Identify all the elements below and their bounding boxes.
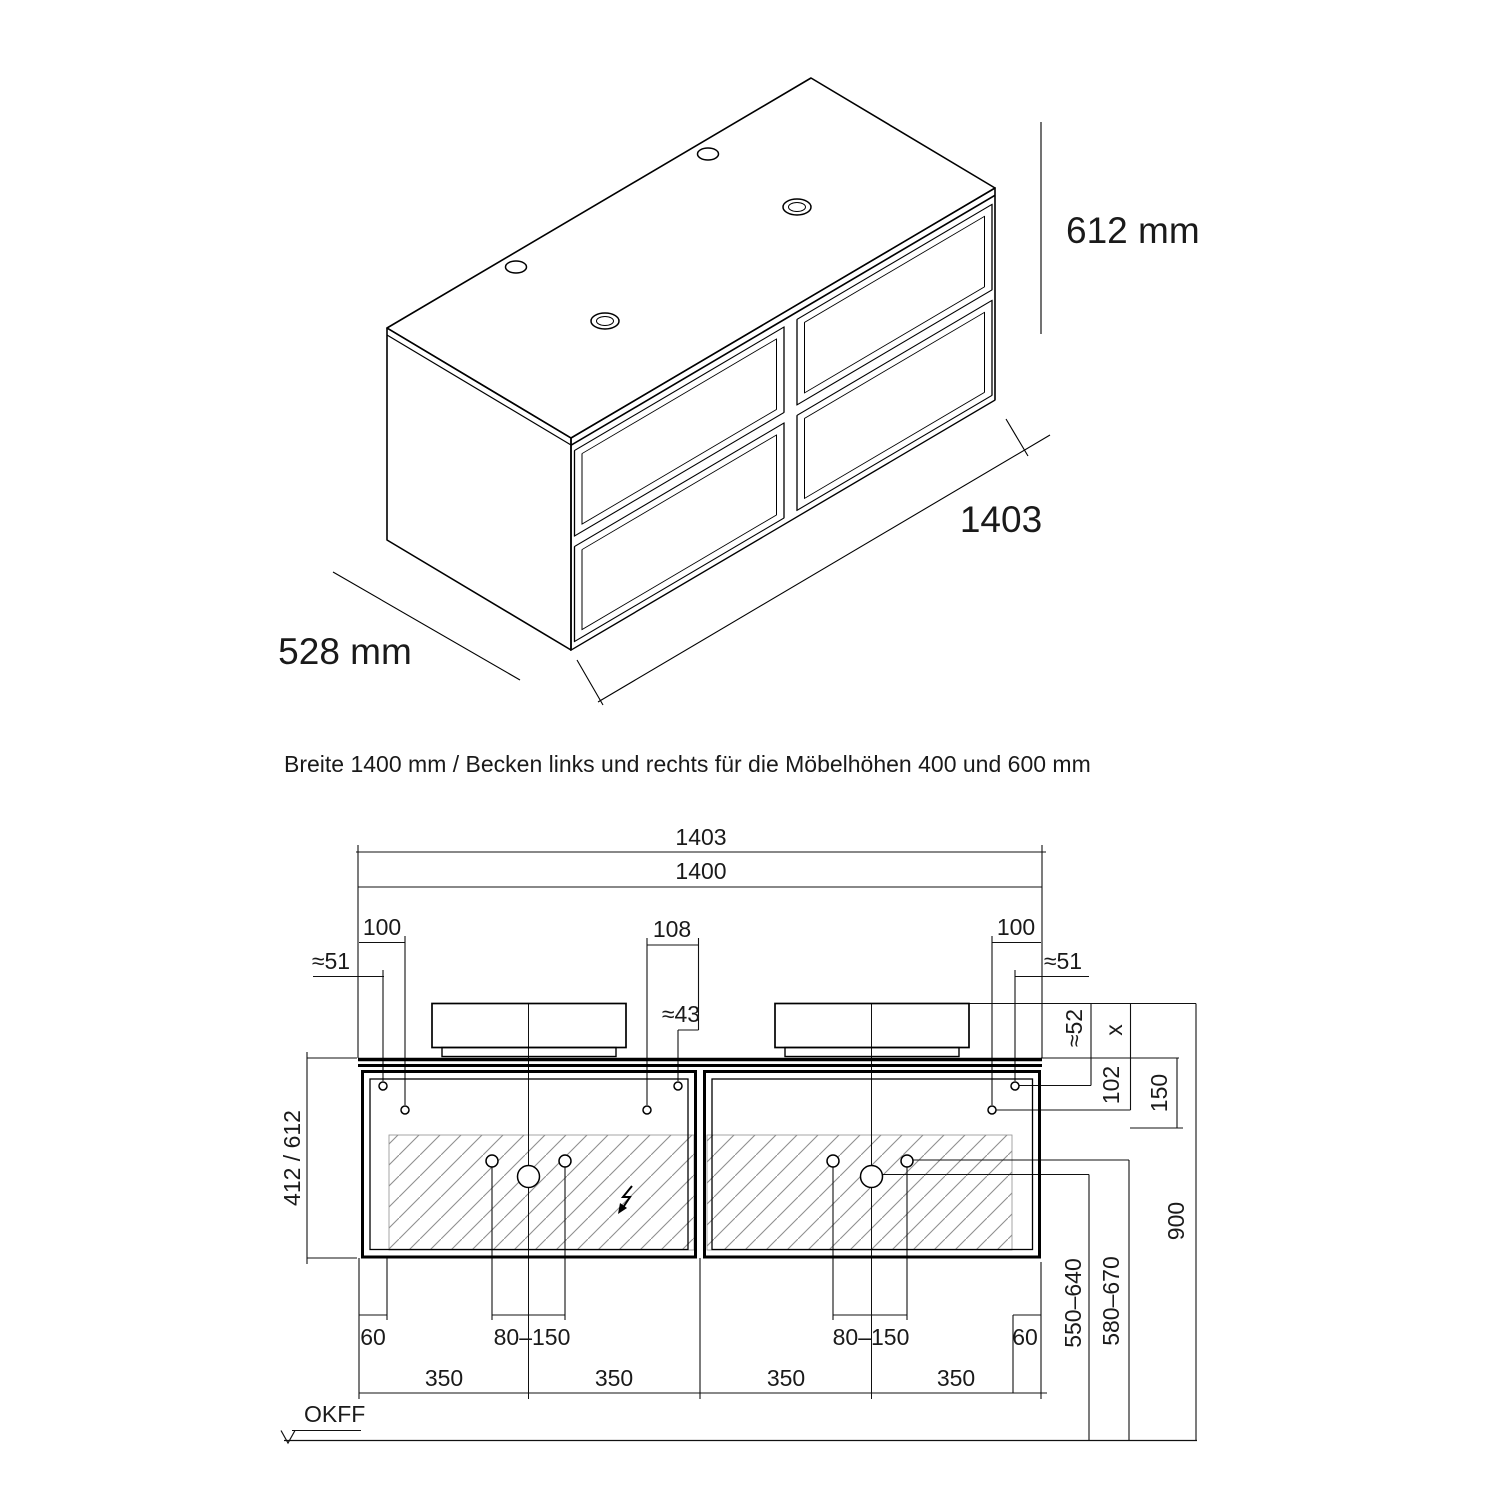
dim-grid-3: 350 (766, 1365, 806, 1391)
dim-hole-center: ≈43 (661, 1001, 701, 1027)
countertop-front (358, 1060, 1042, 1066)
dim-basin-height: x (1101, 1024, 1127, 1036)
front-view (279, 824, 1197, 1443)
dim-drill-zone-right: 80–150 (832, 1324, 910, 1350)
dim-offset-center: 108 (652, 916, 692, 942)
iso-dimension-lines (333, 122, 1050, 705)
supply-point (486, 1155, 498, 1167)
dim-hole-edge-left: ≈51 (311, 948, 351, 974)
tap-hole-icon (506, 148, 719, 273)
drill-hole (401, 1106, 409, 1114)
dim-width-overall: 1403 (675, 824, 727, 850)
dim-edge-zone-right: 60 (1012, 1324, 1038, 1350)
dim-hole-below-basin: ≈52 (1061, 1008, 1087, 1048)
dim-supply-height: 580–670 (1098, 1256, 1124, 1346)
iso-width-label: 1403 (959, 499, 1043, 540)
dim-edge-zone-left: 60 (360, 1324, 386, 1350)
dim-grid-2: 350 (594, 1365, 634, 1391)
drill-hole (674, 1082, 682, 1090)
drill-hole (643, 1106, 651, 1114)
dim-cabinet-height: 412 / 612 (279, 1110, 305, 1206)
drain-point (861, 1166, 883, 1188)
dim-basin-top-height: 900 (1163, 1201, 1189, 1241)
drill-hole (988, 1106, 996, 1114)
dim-grid-1: 350 (424, 1365, 464, 1391)
dim-drill-zone-left: 80–150 (493, 1324, 571, 1350)
dim-hole-below-top: 102 (1098, 1065, 1124, 1105)
isometric-view (333, 78, 1050, 705)
dim-service-zone: 150 (1146, 1073, 1172, 1113)
drain-point (518, 1166, 540, 1188)
cabinet-front-face (571, 188, 995, 650)
drawer-fronts (575, 204, 993, 641)
installation-zone-right (707, 1135, 1012, 1250)
dim-hole-edge-right: ≈51 (1043, 948, 1083, 974)
iso-depth-label: 528 mm (278, 631, 412, 672)
supply-point (827, 1155, 839, 1167)
drill-hole (379, 1082, 387, 1090)
drain-hole-icon (591, 199, 811, 329)
dim-offset-right: 100 (996, 914, 1036, 940)
caption: Breite 1400 mm / Becken links und rechts für die Möbelhöhen 400 und 600 mm (284, 751, 1091, 777)
supply-point (901, 1155, 913, 1167)
dim-drain-height: 550–640 (1060, 1258, 1086, 1348)
countertop-top-face (387, 78, 995, 438)
cabinet-side-face (387, 328, 571, 650)
dim-offset-left: 100 (362, 914, 402, 940)
basins (432, 1004, 969, 1057)
floor-label: OKFF (304, 1401, 366, 1427)
front-dimension-labels (279, 824, 1189, 1427)
dim-width-cabinet: 1400 (675, 858, 727, 884)
installation-zone-left (389, 1135, 694, 1250)
supply-point (559, 1155, 571, 1167)
dim-grid-4: 350 (936, 1365, 976, 1391)
drill-hole (1011, 1082, 1019, 1090)
iso-height-label: 612 mm (1066, 210, 1200, 251)
